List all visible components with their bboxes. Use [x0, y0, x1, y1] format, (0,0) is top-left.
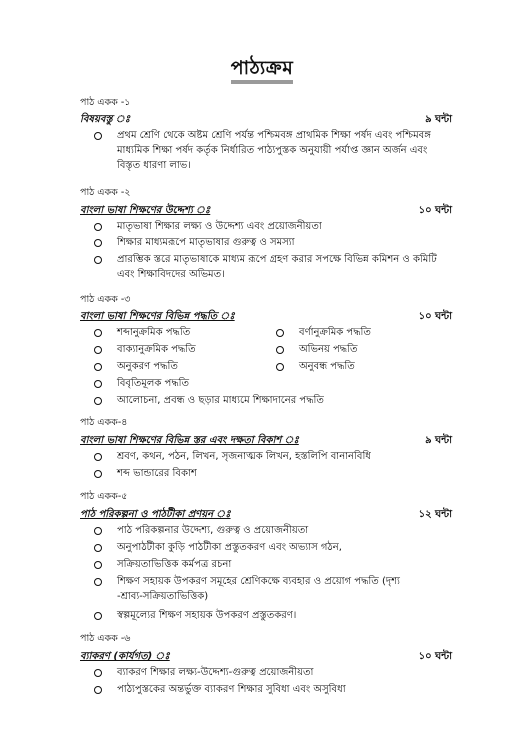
unit-6-heading: ব্যাকরণ (কার্যগত) ঃ — [80, 651, 170, 662]
list-item-text: সক্রিয়তাভিত্তিক কর্মপত্র রচনা — [117, 559, 232, 570]
list-item-text: আলোচনা, প্রবন্ধ ও ছড়ার মাধ্যমে শিক্ষাদানের পদ্ধতি — [117, 395, 324, 406]
list-item-text: বিবৃতিমূলক পদ্ধতি — [117, 378, 190, 389]
list-item — [94, 129, 474, 173]
unit-3-heading-row — [80, 309, 452, 323]
circle-bullet-icon — [94, 132, 102, 140]
unit-3-hours: ১০ ঘন্টা — [418, 311, 452, 322]
unit-4-label: পাঠ একক-৪ — [80, 417, 128, 428]
unit-1-heading-row — [80, 112, 452, 126]
unit-5-heading: পাঠ পরিকল্পনা ও পাঠটীকা প্রণয়ন ঃ — [80, 509, 231, 520]
circle-bullet-icon — [94, 397, 102, 405]
list-item-text: মাধ্যমিক শিক্ষা পর্ষদ কর্তৃক নির্ধারিত পাঠ্যপুস্তক অনুযায়ী পর্যাপ্ত জ্ঞান অর্জন এবং — [117, 145, 428, 156]
list-item-text: প্রারম্ভিক স্তরে মাতৃভাষাকে মাধ্যম রূপে গ্রহণ করার সপক্ষে বিভিন্ন কমিশন ও কমিটি — [117, 254, 437, 265]
list-item-text: অনুপাঠটীকা কুড়ি পাঠটীকা প্রস্তুতকরণ এবং অভ্যাস গঠন, — [117, 542, 342, 553]
circle-bullet-icon — [276, 329, 284, 337]
list-item-text: শব্দানুক্রমিক পদ্ধতি — [117, 327, 191, 338]
unit-2-label: পাঠ একক -২ — [80, 187, 131, 198]
list-item-text: পাঠ্যপুস্তকের অন্তর্ভুক্ত ব্যাকরণ শিক্ষার সুবিধা এবং অসুবিধা — [117, 684, 346, 695]
circle-bullet-icon — [94, 453, 102, 461]
circle-bullet-icon — [94, 239, 102, 247]
list-item-text: বিস্তৃত ধারণা লাভ। — [117, 160, 191, 171]
unit-1-heading: বিষয়বস্তু ঃ — [80, 114, 131, 125]
list-item-text: অভিনয় পদ্ধতি — [299, 344, 358, 355]
list-item-text: অনুকরণ পদ্ধতি — [117, 361, 178, 372]
unit-2-heading-row — [80, 203, 452, 217]
list-item-text: শ্রবণ, কথন, পঠন, লিখন, সৃজনাত্মক লিখন, হস্তলিপি বানানবিধি — [117, 451, 371, 462]
unit-6-hours: ১০ ঘন্টা — [418, 651, 452, 662]
unit-2-hours: ১০ ঘন্টা — [418, 205, 452, 216]
list-item-text: প্রথম শ্রেণি থেকে অষ্টম শ্রেণি পর্যন্ত পশ্চিমবঙ্গ প্রাথমিক শিক্ষা পর্ষদ এবং পশ্চিমবঙ্গ — [117, 130, 431, 141]
unit-6-heading-row — [80, 649, 452, 663]
circle-bullet-icon — [94, 686, 102, 694]
list-item-text: অনুবন্ধ পদ্ধতি — [299, 361, 355, 372]
unit-5-heading-row — [80, 507, 452, 521]
list-item-text: -শ্রাব্য-সক্রিয়তাভিত্তিক) — [117, 591, 209, 602]
circle-bullet-icon — [94, 578, 102, 586]
circle-bullet-icon — [94, 363, 102, 371]
list-item-text: স্বল্পমূল্যের শিক্ষণ সহায়ক উপকরণ প্রস্তুতকরণ। — [117, 610, 297, 621]
page-title: পাঠ্যক্রম — [230, 57, 294, 79]
circle-bullet-icon — [276, 363, 284, 371]
list-item-text: ব্যাকরণ শিক্ষার লক্ষ্য-উদ্দেশ্য-গুরুত্ব প্রয়োজনীয়তা — [117, 667, 314, 678]
list-item-text: শিক্ষার মাধ্যমরূপে মাতৃভাষার গুরুত্ব ও সমস্যা — [117, 237, 295, 248]
unit-3-label: পাঠ একক -৩ — [80, 294, 131, 305]
circle-bullet-icon — [94, 561, 102, 569]
unit-4-heading: বাংলা ভাষা শিক্ষণের বিভিন্ন স্তর এবং দক্ষতা বিকাশ ঃ — [80, 435, 299, 446]
unit-4-hours: ৯ ঘন্টা — [425, 435, 452, 446]
list-item-text: বাক্যানুক্রমিক পদ্ধতি — [117, 344, 196, 355]
unit-5-hours: ১২ ঘন্টা — [418, 509, 452, 520]
title-underline — [231, 80, 293, 84]
unit-4-heading-row — [80, 433, 452, 447]
circle-bullet-icon — [94, 256, 102, 264]
circle-bullet-icon — [94, 669, 102, 677]
circle-bullet-icon — [94, 329, 102, 337]
list-item-text: শিক্ষণ সহায়ক উপকরণ সমূহের শ্রেণিকক্ষে ব্যবহার ও প্রয়োগ পদ্ধতি (দৃশ্য — [117, 576, 400, 587]
list-item-text: এবং শিক্ষাবিদদের অভিমত। — [117, 269, 225, 280]
circle-bullet-icon — [94, 223, 102, 231]
unit-1-label: পাঠ একক -১ — [80, 97, 131, 108]
circle-bullet-icon — [276, 346, 284, 354]
unit-2-heading: বাংলা ভাষা শিক্ষণের উদ্দেশ্য ঃ — [80, 205, 211, 216]
unit-3-heading: বাংলা ভাষা শিক্ষণের বিভিন্ন পদ্ধতি ঃ — [80, 311, 235, 322]
unit-5-label: পাঠ একক-৫ — [80, 491, 128, 502]
list-item-text: মাতৃভাষা শিক্ষার লক্ষ্য ও উদ্দেশ্য এবং প্রয়োজনীয়তা — [117, 221, 322, 232]
list-item-text: বর্ণানুক্রমিক পদ্ধতি — [299, 327, 371, 338]
circle-bullet-icon — [94, 527, 102, 535]
circle-bullet-icon — [94, 470, 102, 478]
list-item-text: শব্দ ভান্ডারের বিকাশ — [117, 468, 197, 479]
circle-bullet-icon — [94, 612, 102, 620]
unit-6-label: পাঠ একক -৬ — [80, 633, 131, 644]
unit-1-hours: ৯ ঘন্টা — [425, 114, 452, 125]
list-item-text: পাঠ পরিকল্পনার উদ্দেশ্য, গুরুত্ব ও প্রয়োজনীয়তা — [117, 525, 309, 536]
circle-bullet-icon — [94, 346, 102, 354]
circle-bullet-icon — [94, 544, 102, 552]
circle-bullet-icon — [94, 380, 102, 388]
